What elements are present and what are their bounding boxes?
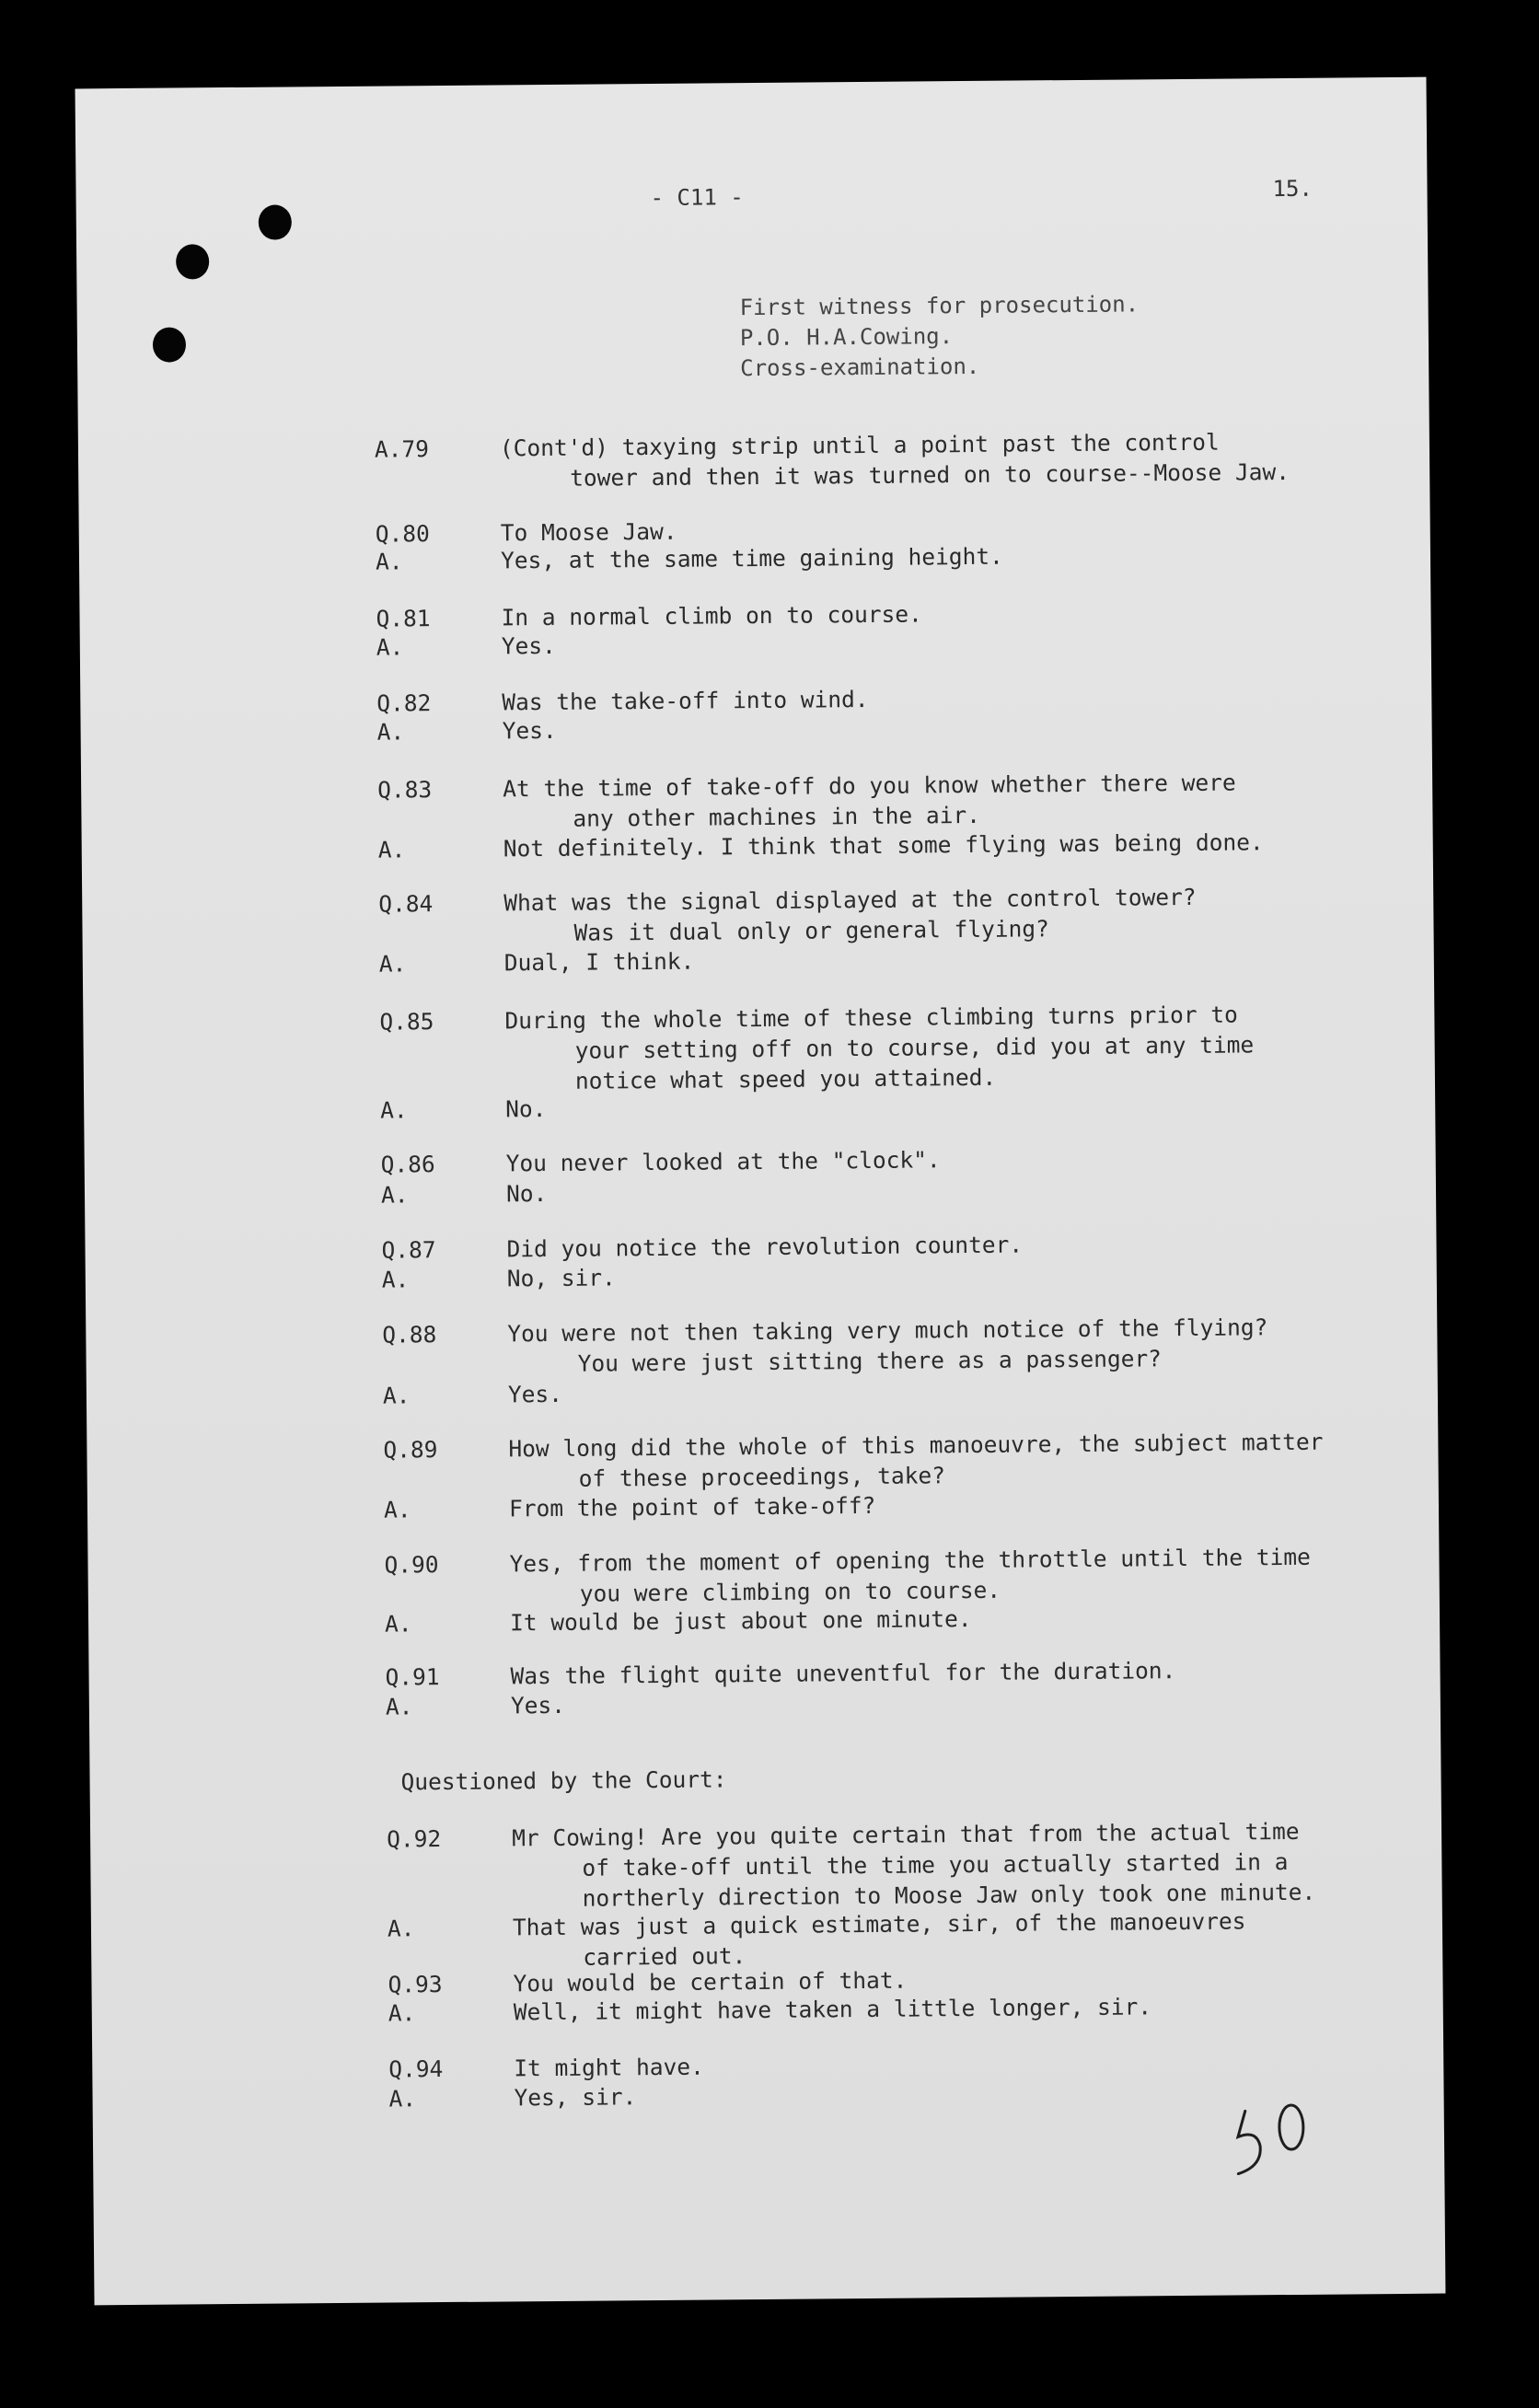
entry-number: A.	[388, 1999, 416, 2027]
entry-line: carried out.	[583, 1942, 746, 1971]
entry-line: (Cont'd) taxying strip until a point past the control	[499, 428, 1220, 462]
entry-line: In a normal climb on to course.	[501, 600, 922, 631]
entry-line: Well, it might have taken a little longer, sir.	[513, 1993, 1152, 2026]
entry-line: Not definitely. I think that some flying was being done.	[503, 828, 1264, 862]
entry-line: Yes.	[510, 1691, 566, 1719]
punch-hole	[259, 204, 292, 239]
entry-number: A.	[385, 1693, 413, 1720]
transcript-row	[86, 1311, 1437, 1377]
page-number: 15.	[1272, 175, 1313, 203]
witness-line: Cross-examination.	[740, 353, 980, 382]
entry-line: Dual, I think.	[503, 947, 695, 977]
entry-text	[506, 1178, 548, 1209]
entry-line: Was the take-off into wind.	[502, 685, 869, 716]
entry-text	[508, 1379, 562, 1410]
entry-text	[506, 1230, 1023, 1265]
entry-line: Yes.	[501, 631, 556, 660]
entry-number: Q.86	[380, 1151, 435, 1178]
witness-block	[739, 289, 1139, 384]
entry-number: A.	[376, 718, 405, 746]
entry-text	[509, 1490, 876, 1523]
punch-hole	[153, 327, 186, 362]
transcript-row	[87, 1541, 1439, 1607]
entry-line: you were climbing on to course.	[579, 1576, 1001, 1607]
entry-line: northerly direction to Moose Jaw only took one minute.	[582, 1878, 1316, 1912]
entry-text	[514, 1991, 1152, 2027]
transcript-row	[87, 1426, 1438, 1492]
entry-number: Q.92	[387, 1825, 442, 1853]
entry-line: It would be just about one minute.	[509, 1605, 972, 1637]
entry-text	[507, 1262, 616, 1293]
entry-text	[504, 946, 695, 978]
transcript-row	[85, 1226, 1436, 1264]
transcript-row	[92, 2075, 1443, 2113]
entry-line: Was the flight quite uneventful for the duration.	[510, 1657, 1176, 1690]
entry-number: Q.90	[384, 1551, 439, 1579]
entry-line: It might have.	[514, 2053, 704, 2082]
entry-text	[512, 1816, 1315, 1915]
transcript-row	[81, 766, 1432, 832]
entry-text	[508, 1427, 1324, 1495]
entry-number: A.	[380, 1181, 409, 1209]
entry-number: Q.80	[375, 520, 430, 548]
transcript-row	[83, 998, 1434, 1094]
entry-line: Yes, from the moment of opening the throttle until the time	[509, 1543, 1311, 1578]
entry-line: At the time of take-off do you know whether there were	[503, 769, 1236, 803]
entry-line: What was the signal displayed at the control tower?	[503, 883, 1197, 917]
entry-line: To Moose Jaw.	[500, 517, 677, 547]
entry-line: tower and then it was turned on to course--Moose Jaw.	[570, 457, 1290, 492]
transcript-row	[90, 1815, 1441, 1912]
entry-line: No.	[505, 1095, 547, 1123]
transcript-row	[78, 425, 1429, 492]
entry-text	[510, 1603, 972, 1638]
transcript-row	[82, 880, 1433, 946]
entry-line: During the whole time of these climbing turns prior to	[504, 1001, 1238, 1035]
entry-number: A.	[387, 1915, 415, 1942]
entry-line: Yes.	[502, 716, 557, 745]
entry-line: How long did the whole of this manoeuvre, the subject matter	[508, 1428, 1324, 1463]
handwritten-mark	[1225, 2092, 1336, 2185]
entry-line: any other machines in the air.	[573, 801, 981, 832]
document-page	[75, 77, 1446, 2306]
entry-text	[500, 426, 1290, 493]
transcript-row	[88, 1653, 1440, 1691]
entry-text	[502, 684, 869, 717]
entry-text	[503, 767, 1236, 834]
entry-number: A.	[377, 836, 406, 863]
entry-number: A.	[388, 2085, 417, 2113]
entry-line: Was it dual only or general flying?	[573, 915, 1049, 946]
entry-text	[502, 715, 556, 747]
witness-line: First witness for prosecution.	[739, 291, 1140, 321]
entry-line: Yes, sir.	[514, 2083, 637, 2112]
entry-number: A.	[382, 1382, 411, 1409]
entry-line: of these proceedings, take?	[578, 1462, 946, 1492]
entry-number: Q.82	[376, 689, 432, 717]
entry-number: Q.88	[382, 1321, 437, 1349]
transcript-row	[92, 2045, 1443, 2083]
transcript-row	[79, 538, 1430, 575]
entry-text	[514, 2052, 704, 2084]
entry-text	[510, 1655, 1175, 1691]
entry-text	[511, 1690, 565, 1721]
entry-line: That was just a quick estimate, sir, of the manoeuvres	[512, 1907, 1246, 1941]
entry-number: Q.84	[378, 890, 434, 918]
entry-text	[502, 631, 556, 662]
punch-hole	[176, 244, 209, 279]
section-title: Questioned by the Court:	[400, 1765, 727, 1796]
entry-line: Mr Cowing! Are you quite certain that from the actual time	[511, 1817, 1300, 1852]
transcript-row	[85, 1140, 1436, 1178]
entry-line: No.	[505, 1180, 548, 1208]
page-code: - C11 -	[650, 184, 744, 212]
entry-number: Q.93	[388, 1971, 443, 1998]
transcript-row	[79, 510, 1430, 548]
transcript-row	[79, 595, 1430, 632]
entry-number: Q.85	[379, 1008, 434, 1036]
entry-line: No, sir.	[506, 1264, 616, 1292]
entry-text	[514, 2081, 636, 2113]
entry-number: A.	[378, 950, 407, 978]
entry-number: A.	[376, 633, 404, 661]
entry-text	[503, 827, 1264, 863]
entry-line: notice what speed you attained.	[574, 1063, 997, 1094]
entry-text	[501, 598, 922, 632]
entry-line: Yes, at the same time gaining height.	[500, 542, 1003, 574]
entry-number: Q.83	[377, 776, 433, 804]
entry-text	[503, 882, 1197, 949]
entry-text	[506, 1144, 941, 1178]
entry-number: Q.91	[385, 1663, 440, 1691]
entry-line: You never looked at the "clock".	[505, 1146, 941, 1177]
entry-line: You would be certain of that.	[513, 1966, 908, 1997]
entry-line: From the point of take-off?	[508, 1491, 876, 1522]
entry-text	[504, 999, 1254, 1096]
entry-line: Yes.	[507, 1380, 563, 1408]
entry-text	[507, 1312, 1268, 1379]
witness-line: P.O. H.A.Cowing.	[739, 323, 954, 352]
entry-text	[509, 1542, 1311, 1610]
entry-line: Did you notice the revolution counter.	[506, 1231, 1024, 1263]
entry-line: You were not then taking very much notice of the flying?	[507, 1314, 1268, 1348]
entry-text	[505, 1094, 547, 1124]
entry-text	[501, 541, 1003, 576]
entry-number: Q.87	[381, 1236, 436, 1264]
entry-number: A.	[381, 1266, 410, 1293]
entry-number: A.	[375, 548, 403, 575]
entry-number: A.	[383, 1496, 411, 1523]
entry-number: A.	[384, 1610, 412, 1638]
entry-line: of take-off until the time you actually started in a	[582, 1848, 1289, 1881]
entry-number: Q.81	[376, 605, 431, 632]
entry-number: A.	[380, 1096, 408, 1124]
transcript-row	[80, 679, 1431, 717]
entry-number: A.79	[374, 435, 430, 463]
entry-text	[513, 1905, 1246, 1973]
entry-line: your setting off on to course, did you at any time	[574, 1031, 1255, 1064]
entry-number: Q.94	[388, 2055, 444, 2083]
entry-number: Q.89	[383, 1436, 438, 1464]
entry-line: You were just sitting there as a passenger?	[577, 1345, 1162, 1377]
